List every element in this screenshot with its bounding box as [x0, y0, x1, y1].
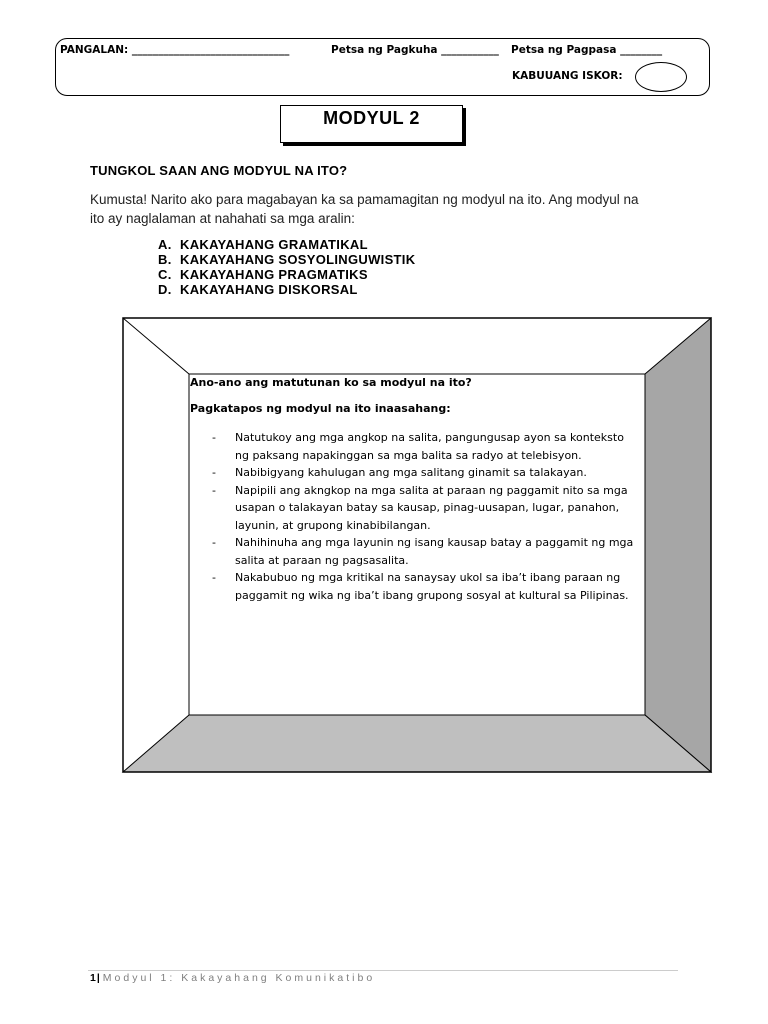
date-received-field-label: Petsa ng Pagkuha ___________ — [331, 44, 499, 56]
list-item: - Napipili ang akngkop na mga salita at paraan ng paggamit nito sa mga usapan o talakayan batay sa kausap, pinag-uusapan, lugar, panahon, layunin, at grupong kinabibilangan. — [212, 483, 628, 532]
frame-corner-line — [123, 318, 189, 374]
page-number: 1 — [90, 972, 96, 984]
bullet-dash: - — [212, 571, 216, 584]
lesson-item: B. KAKAYAHANG SOSYOLINGUWISTIK — [158, 252, 416, 267]
footer-title: Modyul 1: Kakayahang Komunikatibo — [102, 972, 376, 984]
objectives-subheading: Pagkatapos ng modyul na ito inaasahang: — [190, 402, 451, 415]
section-heading: TUNGKOL SAAN ANG MODYUL NA ITO? — [90, 163, 348, 178]
footer-divider — [88, 970, 678, 971]
objectives-content — [189, 374, 644, 604]
lesson-item: A. KAKAYAHANG GRAMATIKAL — [158, 237, 368, 252]
bullet-dash: - — [212, 466, 216, 479]
lesson-item: D. KAKAYAHANG DISKORSAL — [158, 282, 358, 297]
total-score-label: KABUUANG ISKOR: — [512, 70, 623, 82]
module-title: MODYUL 2 — [323, 108, 420, 128]
intro-paragraph: Kumusta! Narito ako para magabayan ka sa pamamagitan ng modyul na ito. Ang modyul na ito ay naglalaman at nahahati sa mga aralin: — [90, 192, 639, 226]
page-footer — [90, 972, 375, 984]
bullet-dash: - — [212, 431, 216, 444]
objectives-list — [189, 429, 644, 604]
list-item: - Nahihinuha ang mga layunin ng isang kausap batay a paggamit ng mga salita at paraan ng pagsasalita. — [212, 536, 634, 567]
objectives-question: Ano-ano ang matutunan ko sa modyul na ito? — [190, 376, 472, 389]
date-submitted-field-label: Petsa ng Pagpasa ________ — [511, 44, 663, 56]
list-item: - Nabibigyang kahulugan ang mga salitang ginamit sa talakayan. — [189, 464, 644, 482]
list-item: - Natutukoy ang mga angkop na salita, pangungusap ayon sa konteksto ng paksang napakinggan sa mga balita sa radyo at telebisyon. — [212, 431, 624, 462]
bullet-dash: - — [212, 536, 216, 549]
name-field-label: PANGALAN: ______________________________ — [60, 44, 290, 56]
frame-bottom-panel — [123, 715, 711, 772]
lesson-item: C. KAKAYAHANG PRAGMATIKS — [158, 267, 368, 282]
frame-right-panel — [645, 318, 711, 772]
list-item: - Nakabubuo ng mga kritikal na sanaysay ukol sa iba’t ibang paraan ng paggamit ng wika ng iba’t ibang grupong sosyal at kultural sa Pilipinas. — [212, 571, 629, 602]
footer-separator: | — [96, 972, 100, 984]
bullet-dash: - — [212, 483, 216, 497]
